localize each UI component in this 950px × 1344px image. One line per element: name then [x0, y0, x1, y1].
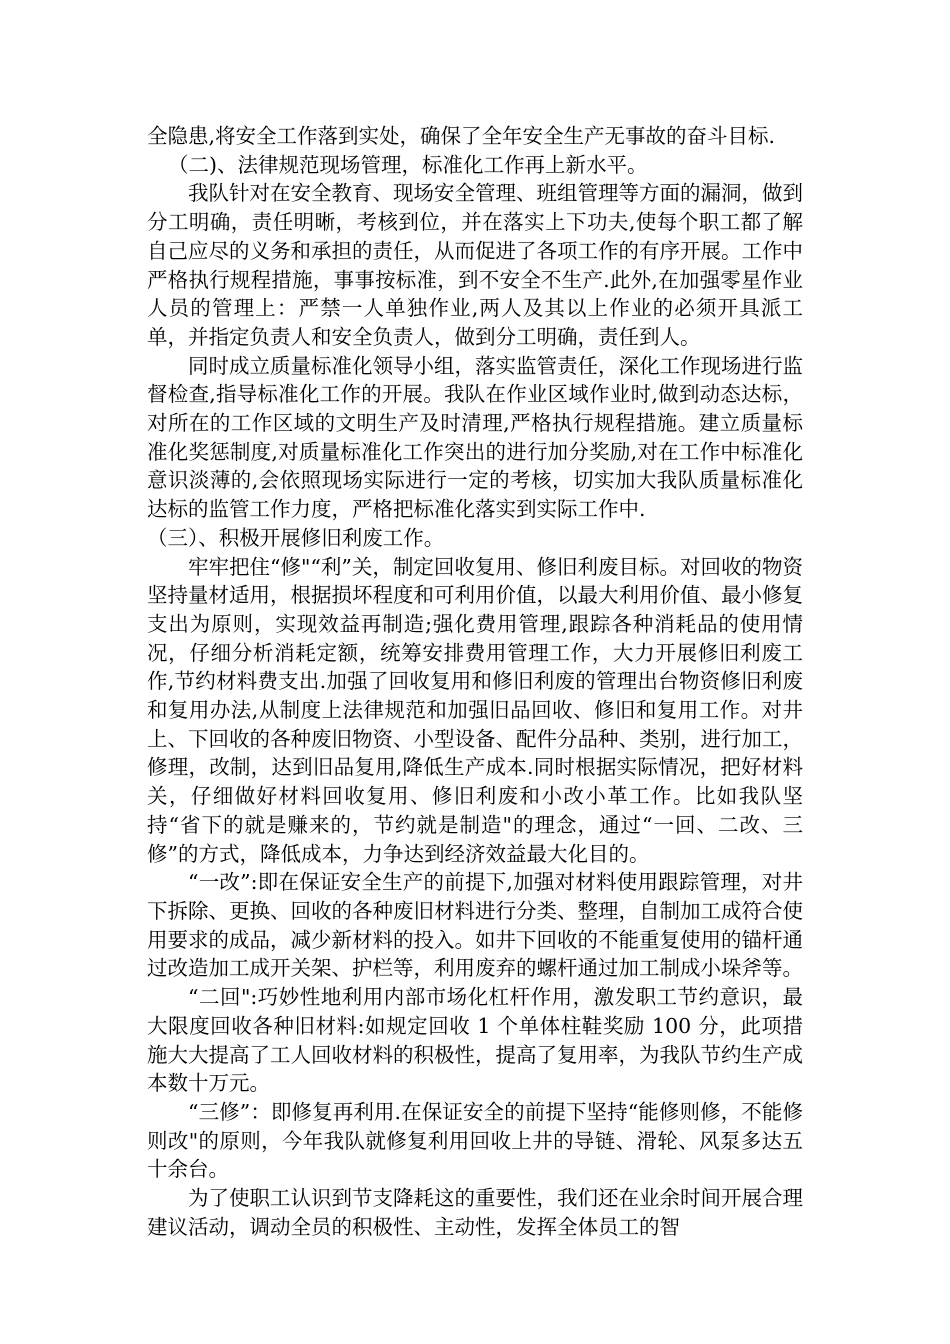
paragraph-er-hui: “二回":巧妙性地利用内部市场化杠杆作用，激发职工节约意识，最大限度回收各种旧材料:如规定回收 1 个单体柱鞋奖励 100 分，此项措施大大提高了工人回收材料的积极性，提高了复用率，为我队节约生产成本数十万元。: [147, 985, 803, 1096]
document-page: [147, 122, 803, 1241]
paragraph-standardization: 同时成立质量标准化领导小组，落实监管责任，深化工作现场进行监督检查,指导标准化工作的开展。我队在作业区域作业时,做到动态达标，对所在的工作区域的文明生产及时清理,严格执行规程措施。建立质量标准化奖惩制度,对质量标准化工作突出的进行加分奖励,对在工作中标准化意识淡薄的,会依照现场实际进行一定的考核，切实加大我队质量标准化达标的监管工作力度，严格把标准化落实到实际工作中.: [147, 353, 803, 522]
paragraph-suggestions: 为了使职工认识到节支降耗这的重要性，我们还在业余时间开展合理建议活动，调动全员的积极性、主动性，发挥全体员工的智: [147, 1186, 803, 1239]
paragraph-san-xiu: “三修”：即修复再利用.在保证安全的前提下坚持“能修则修，不能修则改"的原则，今年我队就修复利用回收上井的导链、滑轮、风泵多达五十余台。: [147, 1099, 803, 1182]
section-heading-2: （二)、法律规范现场管理，标准化工作再上新水平。: [168, 152, 648, 177]
paragraph-safety-conclusion: 全隐患,将安全工作落到实处，确保了全年安全生产无事故的奋斗目标.: [147, 124, 776, 148]
section-heading-3: （三）、积极开展修旧利废工作。: [147, 525, 445, 550]
paragraph-yi-gai: “一改”:即在保证安全生产的前提下,加强对材料使用跟踪管理，对井下拆除、更换、回收的各种废旧材料进行分类、整理，自制加工成符合使用要求的成品，减少新材料的投入。如井下回收的不能重复使用的锚杆通过改造加工成开关架、护栏等，利用废弃的螺杆通过加工制成小垛斧等。: [147, 870, 803, 981]
paragraph-recycling: 牢牢把住“修"“利”关，制定回收复用、修旧利废目标。对回收的物资坚持量材适用，根据损坏程度和可利用价值，以最大利用价值、最小修复支出为原则，实现效益再制造;强化费用管理,跟踪各种消耗品的使用情况，仔细分析消耗定额，统筹安排费用管理工作，大力开展修旧利废工作,节约材料费支出.加强了回收复用和修旧利废的管理出台物资修旧利废和复用办法,从制度上法律规范和加强旧品回收、修旧和复用工作。对井上、下回收的各种废旧物资、小型设备、配件分品种、类别，进行加工，修理，改制，达到旧品复用,降低生产成本.同时根据实际情况，把好材料关，仔细做好材料回收复用、修旧利废和小改小革工作。比如我队坚持“省下的就是赚来的，节约就是制造"的理念，通过“一回、二改、三修”的方式，降低成本，力争达到经济效益最大化目的。: [147, 554, 803, 866]
paragraph-responsibility: 我队针对在安全教育、现场安全管理、班组管理等方面的漏洞，做到分工明确，责任明晰，考核到位，并在落实上下功夫,使每个职工都了解自己应尽的义务和承担的责任，从而促进了各项工作的有序开展。工作中严格执行规程措施，事事按标准，到不安全不生产.此外,在加强零星作业人员的管理上：严禁一人单独作业,两人及其以上作业的必须开具派工单，并指定负责人和安全负责人，做到分工明确，责任到人。: [147, 181, 803, 349]
